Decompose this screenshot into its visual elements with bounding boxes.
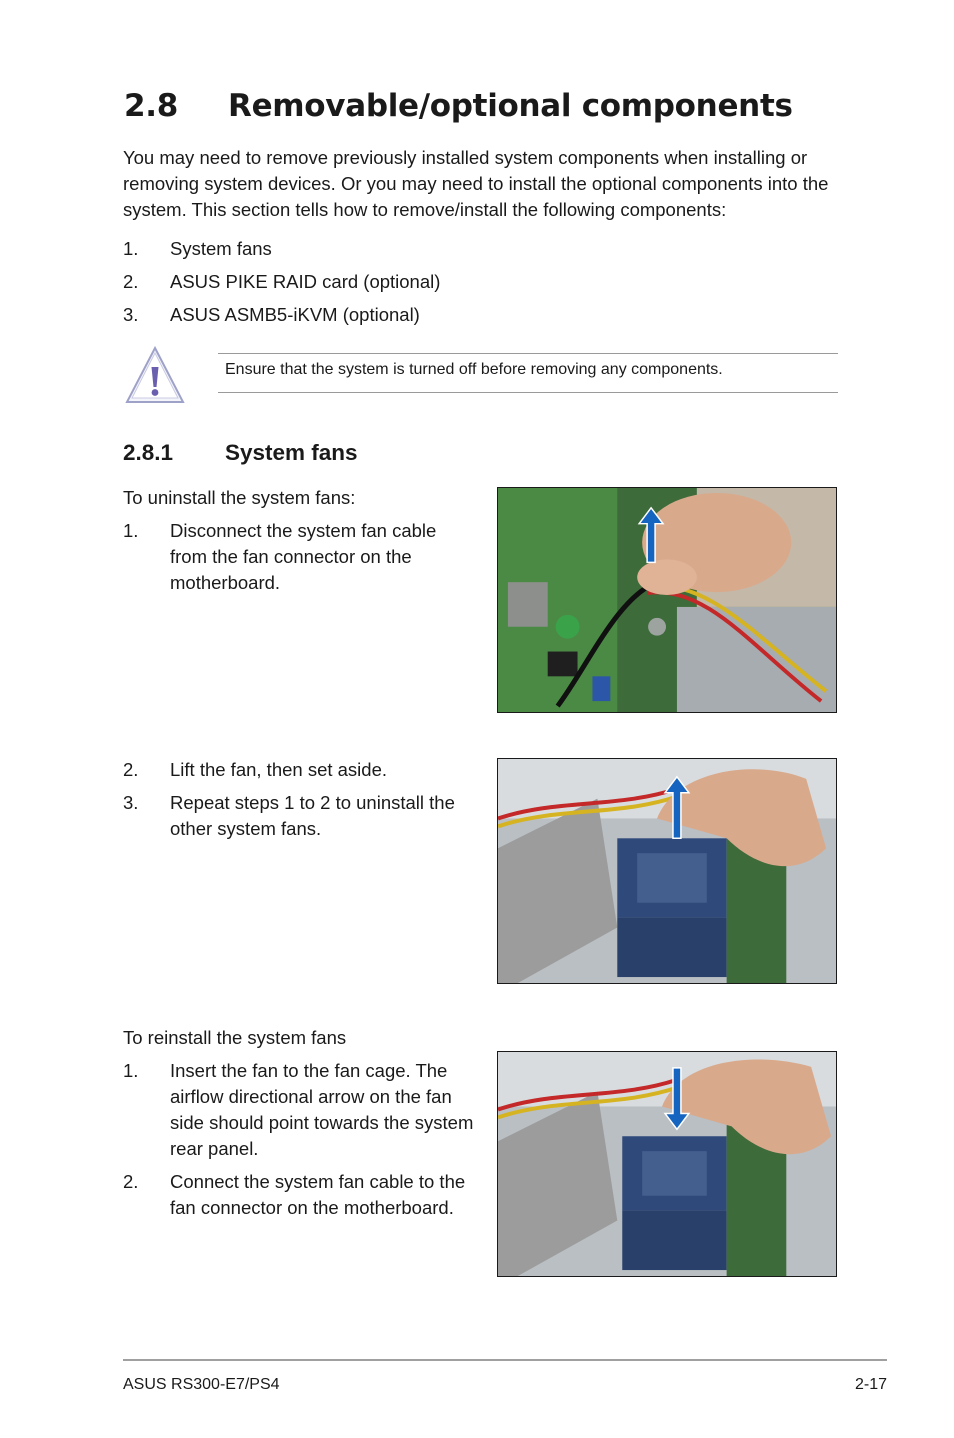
section-heading [124, 88, 793, 124]
subsection-heading [123, 440, 358, 466]
uninstall-step-1: 1. Disconnect the system fan cable from the fan connector on the motherboard. [123, 520, 437, 593]
section-number: 2.8 [124, 88, 179, 124]
section-title: Removable/optional components [228, 88, 793, 124]
note-bottom-rule [218, 392, 838, 393]
subsection-number: 2.8.1 [123, 440, 174, 465]
footer-rule [123, 1359, 887, 1361]
component-list-item: 2. ASUS PIKE RAID card (optional) [123, 271, 441, 292]
footer-product-name: ASUS RS300-E7/PS4 [123, 1376, 280, 1393]
subsection-title: System fans [225, 440, 358, 465]
reinstall-step-2: 2. Connect the system fan cable to the fan connector on the motherboard. [123, 1171, 466, 1218]
photo-disconnect-fan-cable [497, 487, 837, 713]
note-text: Ensure that the system is turned off before removing any components. [225, 361, 723, 378]
uninstall-intro: To uninstall the system fans: [123, 487, 356, 508]
footer-page-number: 2-17 [854, 1376, 887, 1393]
photo-insert-fan [497, 1051, 837, 1277]
warning-triangle-icon [125, 345, 185, 405]
uninstall-step-2: 2. Lift the fan, then set aside. [123, 759, 388, 780]
reinstall-step-1: 1. Insert the fan to the fan cage. The airflow directional arrow on the fan side should point towards the system rear panel. [123, 1060, 474, 1159]
photo-lift-fan [497, 758, 837, 984]
reinstall-intro: To reinstall the system fans [123, 1027, 347, 1048]
uninstall-step-3: 3. Repeat steps 1 to 2 to uninstall the other system fans. [123, 792, 455, 839]
intro-paragraph: You may need to remove previously installed system components when installing or removing system devices. Or you may need to install the optional components into the system. This section tells how to remove/install the following components: [123, 147, 829, 220]
component-list-item: 1. System fans [123, 238, 272, 259]
component-list-item: 3. ASUS ASMB5-iKVM (optional) [123, 304, 420, 325]
note-top-rule [218, 353, 838, 354]
